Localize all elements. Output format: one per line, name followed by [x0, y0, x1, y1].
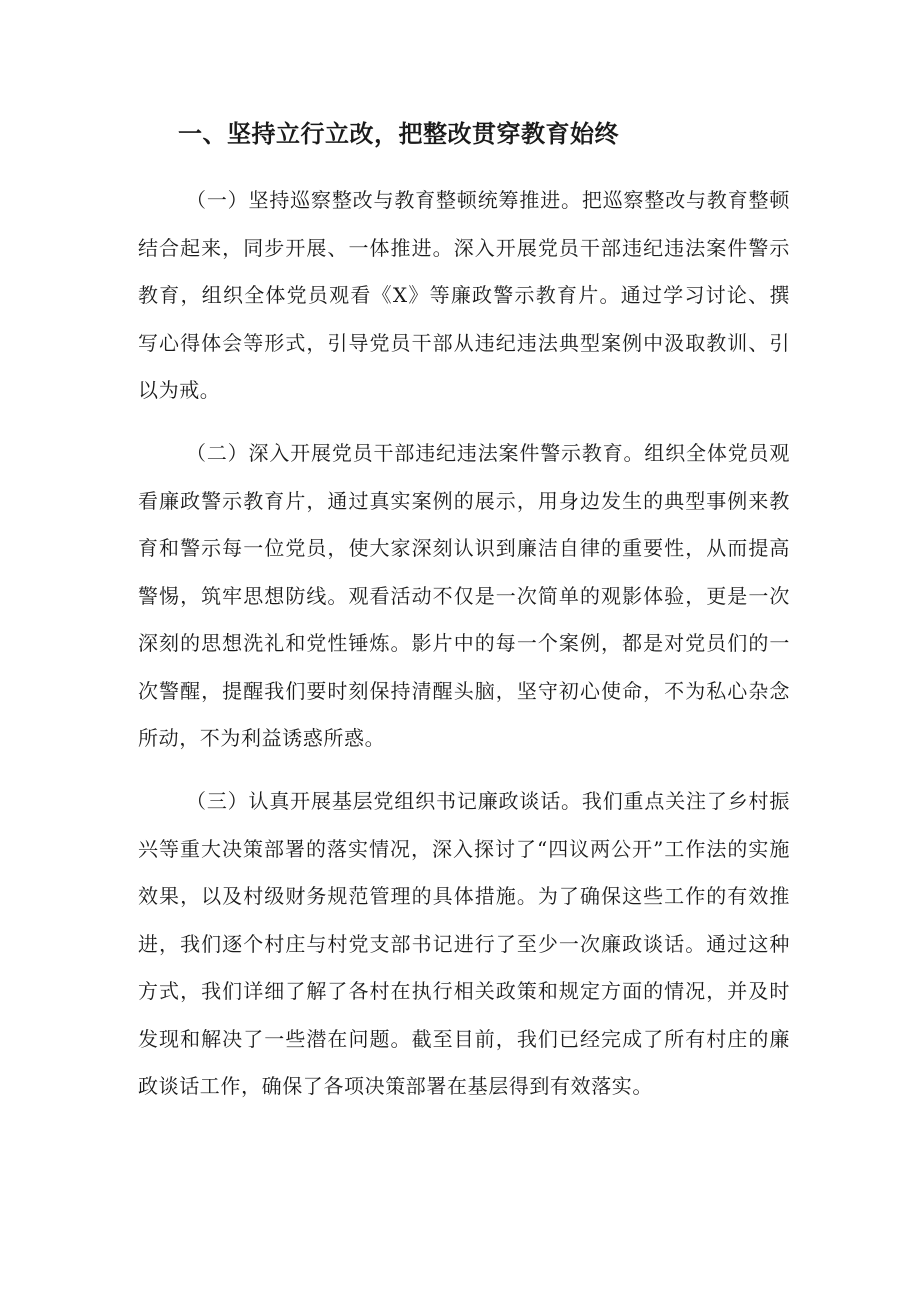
paragraph-1: （一）坚持巡察整改与教育整顿统筹推进。把巡察整改与教育整顿结合起来，同步开展、一体推进。深入开展党员干部违纪违法案件警示教育，组织全体党员观看《X》等廉政警示教育片。通过学习讨论、撰写心得体会等形式，引导党员干部从违纪违法典型案例中汲取教训、引以为戒。	[138, 188, 790, 402]
paragraph-3: （三）认真开展基层党组织书记廉政谈话。我们重点关注了乡村振兴等重大决策部署的落实情况，深入探讨了“四议两公开”工作法的实施效果，以及村级财务规范管理的具体措施。为了确保这些工作的有效推进，我们逐个村庄与村党支部书记进行了至少一次廉政谈话。通过这种方式，我们详细了解了各村在执行相关政策和规定方面的情况，并及时发现和解决了一些潜在问题。截至目前，我们已经完成了所有村庄的廉政谈话工作，确保了各项决策部署在基层得到有效落实。	[138, 789, 790, 1098]
paragraph-2: （二）深入开展党员干部违纪违法案件警示教育。组织全体党员观看廉政警示教育片，通过真实案例的展示，用身边发生的典型事例来教育和警示每一位党员，使大家深刻认识到廉洁自律的重要性，从而提高警惕，筑牢思想防线。观看活动不仅是一次简单的观影体验，更是一次深刻的思想洗礼和党性锤炼。影片中的每一个案例，都是对党员们的一次警醒，提醒我们要时刻保持清醒头脑，坚守初心使命，不为私心杂念所动，不为利益诱惑所惑。	[138, 441, 790, 750]
section-heading: 一、坚持立行立改，把整改贯穿教育始终	[178, 120, 619, 148]
